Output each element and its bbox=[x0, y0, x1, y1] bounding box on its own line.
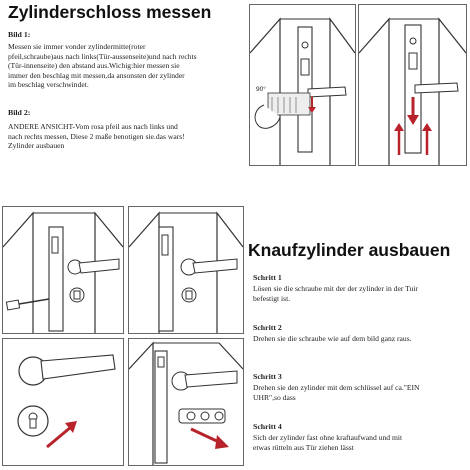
bild1-line: Messen sie immer vonder zylindermitte(roter bbox=[8, 42, 146, 51]
bild2-heading: Bild 2: bbox=[8, 108, 31, 117]
step2-line: Drehen sie die schraube wie auf dem bild ganz raus. bbox=[253, 334, 412, 343]
bild1-heading: Bild 1: bbox=[8, 30, 31, 39]
page-title: Zylinderschloss messen bbox=[8, 2, 212, 22]
bild2-text bbox=[8, 122, 244, 151]
section-title: Knaufzylinder ausbauen bbox=[248, 240, 451, 260]
bild2-line: Zylinder ausbauen bbox=[8, 141, 65, 151]
step4-heading: Schritt 4 bbox=[253, 422, 282, 431]
bild1-line: im beschlag verschwindet. bbox=[8, 80, 89, 90]
step4-line: etwas rütteln aus Tür ziehen lässt bbox=[253, 442, 354, 452]
figure-measure-1 bbox=[249, 4, 356, 166]
step3-text bbox=[253, 383, 468, 402]
step4-text bbox=[253, 433, 468, 452]
step3-heading: Schritt 3 bbox=[253, 372, 282, 381]
figure-measure-2 bbox=[358, 4, 467, 166]
step3-line: UHR",so dass bbox=[253, 392, 296, 402]
bild1-text bbox=[8, 42, 244, 90]
bild1-line: (Tür-innenseite) den abstand aus.Wichig:hier messen sie bbox=[8, 61, 180, 71]
step2-text bbox=[253, 334, 468, 344]
step3-line: Drehen sie den zylinder mit dem schlüssel auf ca."EIN bbox=[253, 383, 420, 392]
figure-step-1 bbox=[2, 206, 124, 334]
bild2-line: ANDERE ANSICHT-Vom rosa pfeil aus nach links und bbox=[8, 122, 178, 131]
bild2-line: nach rechts messen, Diese 2 maße benotigen sie.das wars! bbox=[8, 131, 185, 141]
figure-step-3 bbox=[2, 338, 124, 466]
door-front-illustration bbox=[359, 5, 466, 165]
step1-line: befestigt ist. bbox=[253, 293, 291, 303]
bild1-line: pfeil,schraube)aus nach links(Tür-aussenseite)und nach rechts bbox=[8, 51, 197, 61]
figure-step-4 bbox=[128, 338, 244, 466]
angle-label: 90° bbox=[256, 86, 266, 93]
cylinder-rotate-illustration bbox=[3, 339, 123, 465]
step1-text bbox=[253, 284, 468, 303]
step2-heading: Schritt 2 bbox=[253, 323, 282, 332]
door-handle-illustration bbox=[129, 207, 243, 333]
bild1-line: immer den beschlag mit messen,da ansonsten der zylinder bbox=[8, 70, 185, 80]
step4-line: Sich der zylinder fast ohne kraftaufwand und mit bbox=[253, 433, 403, 442]
figure-step-2 bbox=[128, 206, 244, 334]
screwdriver-door-illustration bbox=[3, 207, 123, 333]
step1-line: Lösen sie die schraube mit der der zylinder in der Tuir bbox=[253, 284, 418, 293]
step1-heading: Schritt 1 bbox=[253, 273, 282, 282]
cylinder-pull-illustration bbox=[129, 339, 243, 465]
